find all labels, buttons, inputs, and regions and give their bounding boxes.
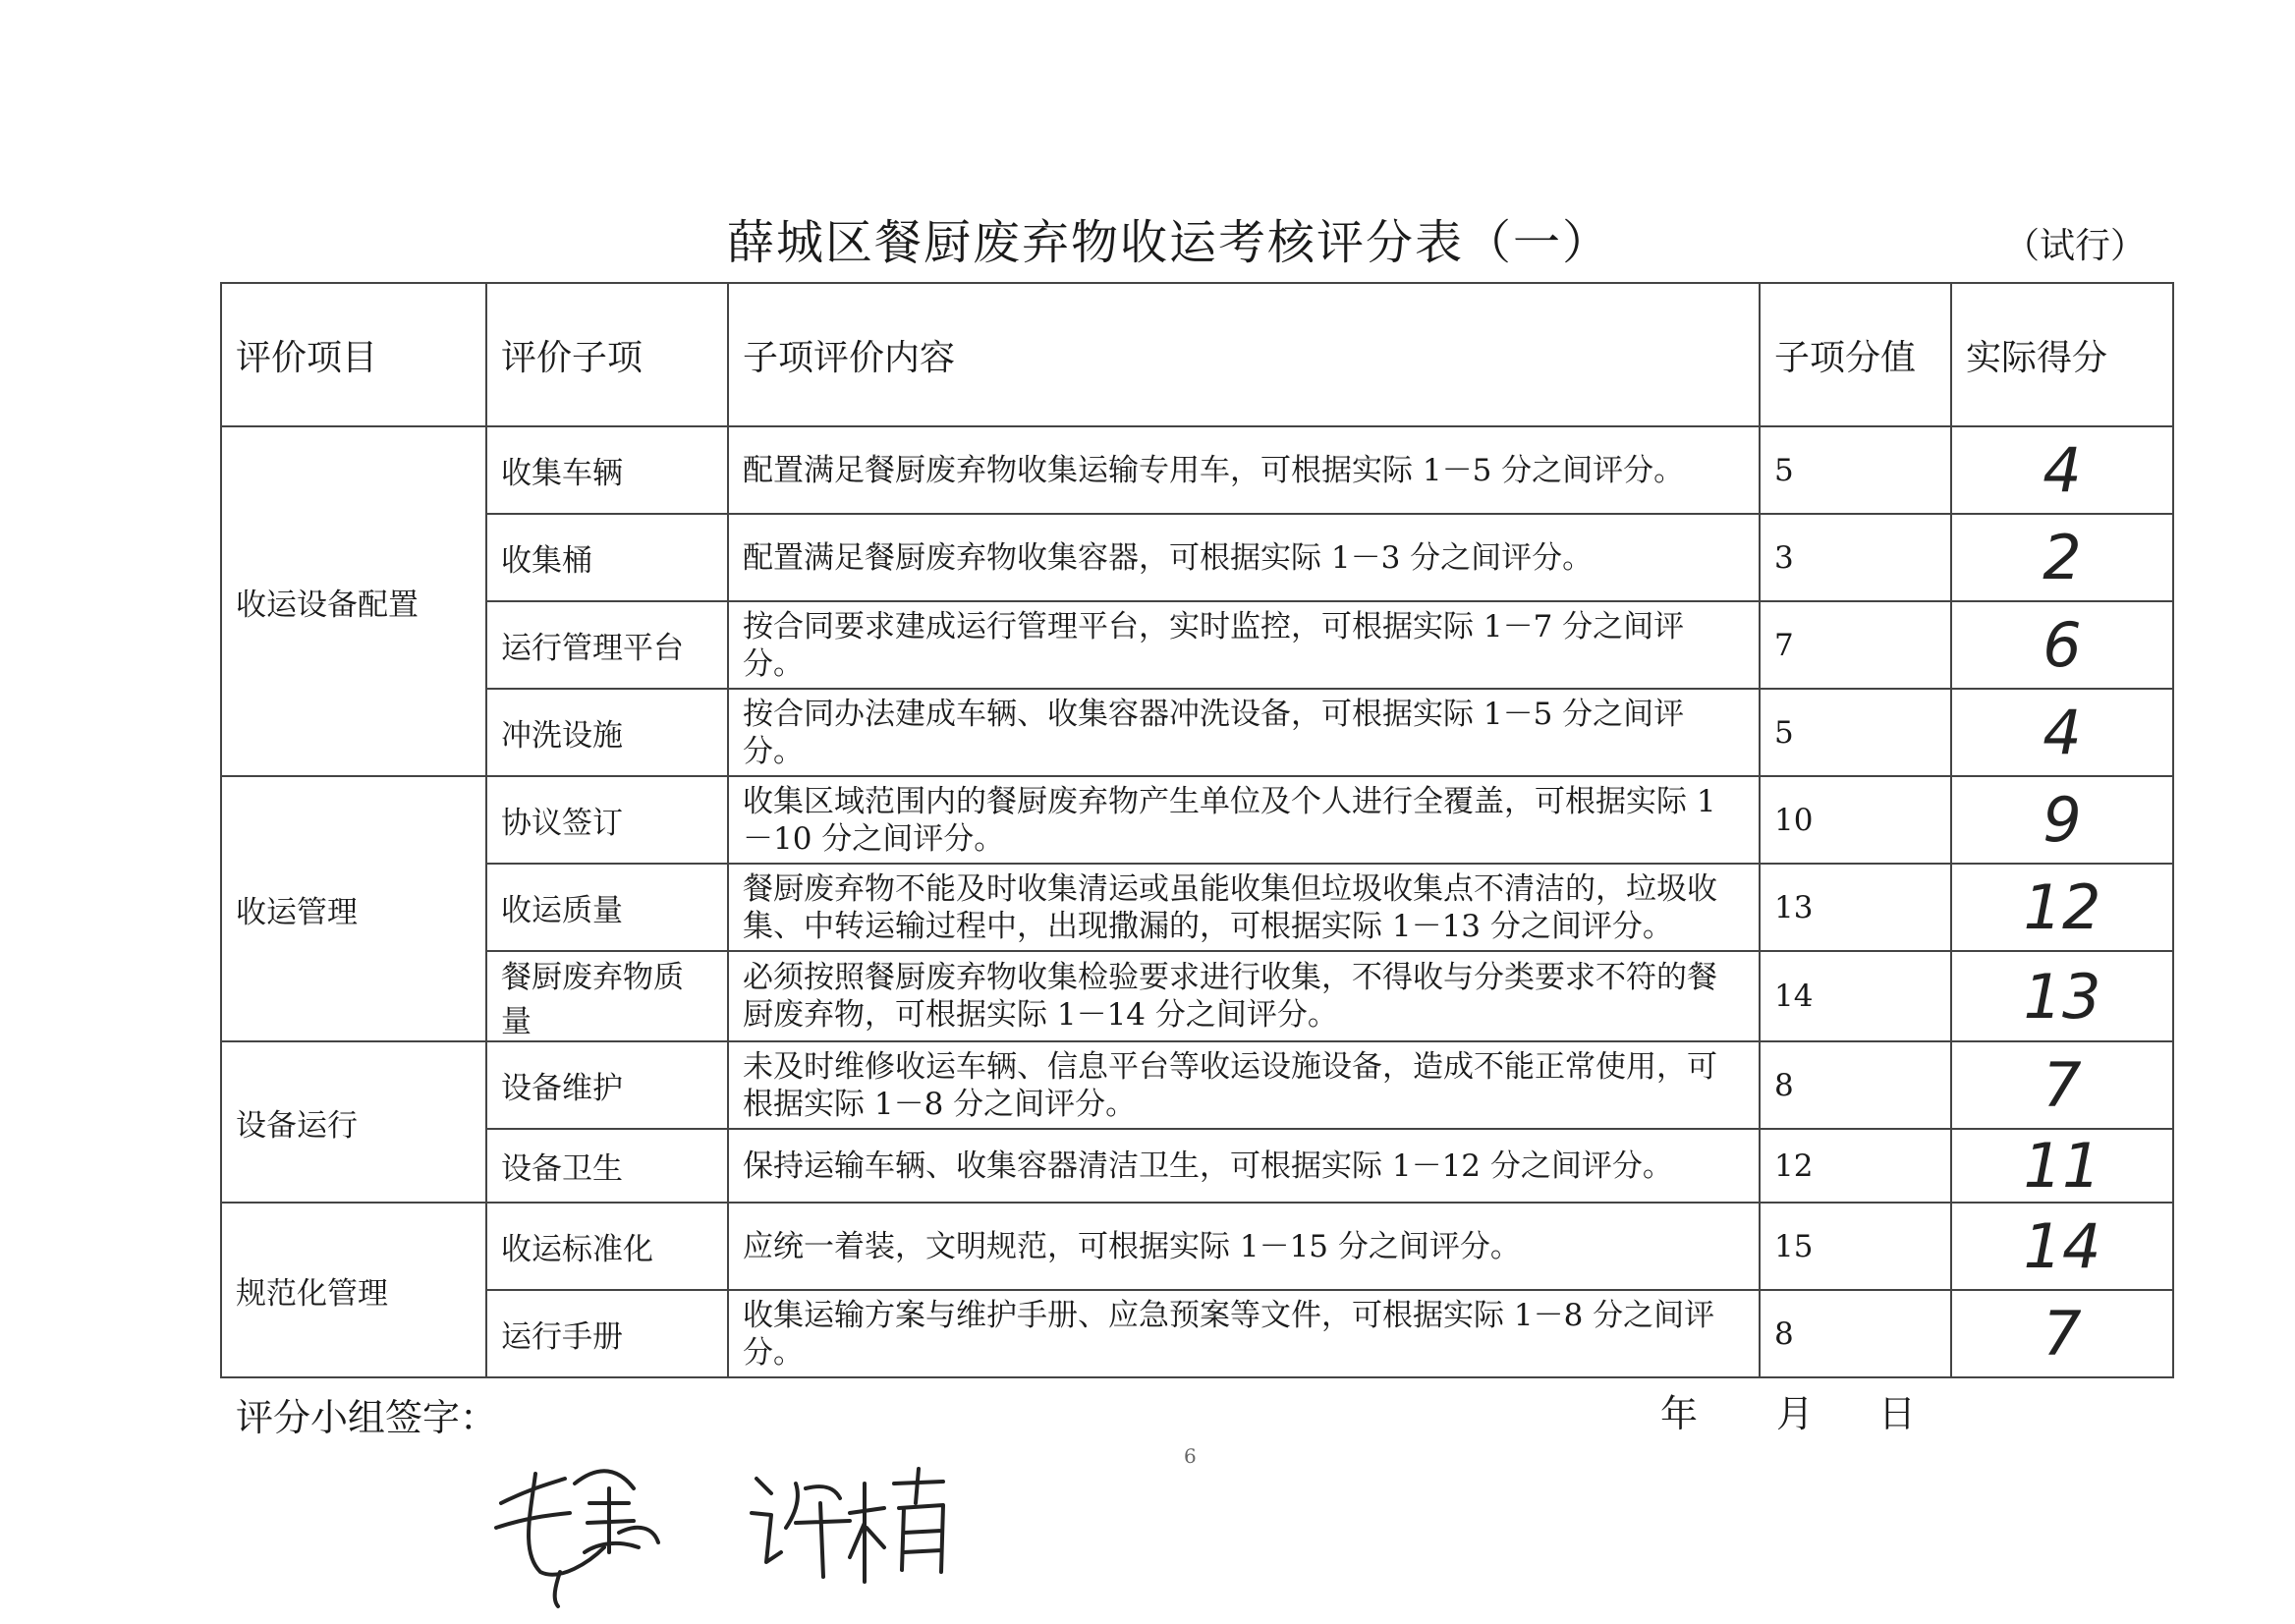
content-cell: 按合同要求建成运行管理平台，实时监控，可根据实际 1－7 分之间评分。 <box>728 601 1760 689</box>
header-row <box>221 283 2173 426</box>
table-row <box>221 1041 2173 1129</box>
table-row <box>221 776 2173 864</box>
score-cell: 10 <box>1760 776 1951 864</box>
score-cell: 7 <box>1760 601 1951 689</box>
subitem-cell: 餐厨废弃物质量 <box>486 951 728 1041</box>
category-cell: 收运管理 <box>221 776 486 1041</box>
content-cell: 收集运输方案与维护手册、应急预案等文件，可根据实际 1－8 分之间评分。 <box>728 1290 1760 1377</box>
content-cell: 保持运输车辆、收集容器清洁卫生，可根据实际 1－12 分之间评分。 <box>728 1129 1760 1203</box>
score-cell: 5 <box>1760 689 1951 776</box>
table-row <box>221 601 2173 689</box>
score-cell: 8 <box>1760 1290 1951 1377</box>
subitem-cell: 收运标准化 <box>486 1203 728 1290</box>
table-row <box>221 1290 2173 1377</box>
actual-score-cell: 13 <box>1951 951 2173 1041</box>
date-month: 月 <box>1776 1392 1815 1435</box>
header-content: 子项评价内容 <box>728 283 1760 426</box>
actual-score-cell: 4 <box>1951 689 2173 776</box>
actual-score-cell: 4 <box>1951 426 2173 514</box>
table-row <box>221 689 2173 776</box>
category-cell: 设备运行 <box>221 1041 486 1203</box>
content-cell: 配置满足餐厨废弃物收集容器，可根据实际 1－3 分之间评分。 <box>728 514 1760 601</box>
actual-score-cell: 11 <box>1951 1129 2173 1203</box>
subitem-cell: 收集车辆 <box>486 426 728 514</box>
score-cell: 13 <box>1760 864 1951 951</box>
actual-score-cell: 12 <box>1951 864 2173 951</box>
subitem-cell: 运行手册 <box>486 1290 728 1377</box>
content-cell: 应统一着装，文明规范，可根据实际 1－15 分之间评分。 <box>728 1203 1760 1290</box>
actual-score-cell: 9 <box>1951 776 2173 864</box>
table-row <box>221 426 2173 514</box>
score-cell: 14 <box>1760 951 1951 1041</box>
subitem-cell: 协议签订 <box>486 776 728 864</box>
table-row <box>221 864 2173 951</box>
actual-score-cell: 14 <box>1951 1203 2173 1290</box>
handwritten-signatures <box>472 1444 1022 1611</box>
category-cell: 收运设备配置 <box>221 426 486 776</box>
subitem-cell: 设备维护 <box>486 1041 728 1129</box>
score-table <box>220 282 2174 1378</box>
score-cell: 8 <box>1760 1041 1951 1129</box>
category-cell: 规范化管理 <box>221 1203 486 1377</box>
date-year: 年 <box>1660 1392 1699 1435</box>
date-day: 日 <box>1878 1392 1917 1435</box>
content-cell: 餐厨废弃物不能及时收集清运或虽能收集但垃圾收集点不清洁的，垃圾收集、中转运输过程中，出现撒漏的，可根据实际 1－13 分之间评分。 <box>728 864 1760 951</box>
header-subitem: 评价子项 <box>486 283 728 426</box>
actual-score-cell: 7 <box>1951 1290 2173 1377</box>
content-cell: 按合同办法建成车辆、收集容器冲洗设备，可根据实际 1－5 分之间评分。 <box>728 689 1760 776</box>
score-cell: 3 <box>1760 514 1951 601</box>
subitem-cell: 冲洗设施 <box>486 689 728 776</box>
page-number: 6 <box>1184 1444 1197 1468</box>
content-cell: 配置满足餐厨废弃物收集运输专用车，可根据实际 1－5 分之间评分。 <box>728 426 1760 514</box>
actual-score-cell: 6 <box>1951 601 2173 689</box>
table-row <box>221 1129 2173 1203</box>
score-cell: 12 <box>1760 1129 1951 1203</box>
actual-score-cell: 7 <box>1951 1041 2173 1129</box>
actual-score-cell: 2 <box>1951 514 2173 601</box>
content-cell: 未及时维修收运车辆、信息平台等收运设施设备，造成不能正常使用，可根据实际 1－8 分之间评分。 <box>728 1041 1760 1129</box>
header-actual: 实际得分 <box>1951 283 2173 426</box>
table-row <box>221 1203 2173 1290</box>
header-item: 评价项目 <box>221 283 486 426</box>
header-score: 子项分值 <box>1760 283 1951 426</box>
score-cell: 15 <box>1760 1203 1951 1290</box>
page-title: 薛城区餐厨废弃物收运考核评分表（一） <box>727 215 1612 270</box>
trial-note: （试行） <box>2004 226 2147 266</box>
score-cell: 5 <box>1760 426 1951 514</box>
sign-label: 评分小组签字： <box>236 1396 498 1439</box>
content-cell: 必须按照餐厨废弃物收集检验要求进行收集，不得收与分类要求不符的餐厨废弃物，可根据实际 1－14 分之间评分。 <box>728 951 1760 1041</box>
subitem-cell: 运行管理平台 <box>486 601 728 689</box>
subitem-cell: 收集桶 <box>486 514 728 601</box>
subitem-cell: 收运质量 <box>486 864 728 951</box>
content-cell: 收集区域范围内的餐厨废弃物产生单位及个人进行全覆盖，可根据实际 1－10 分之间评分。 <box>728 776 1760 864</box>
table-row <box>221 951 2173 1041</box>
subitem-cell: 设备卫生 <box>486 1129 728 1203</box>
table-row <box>221 514 2173 601</box>
